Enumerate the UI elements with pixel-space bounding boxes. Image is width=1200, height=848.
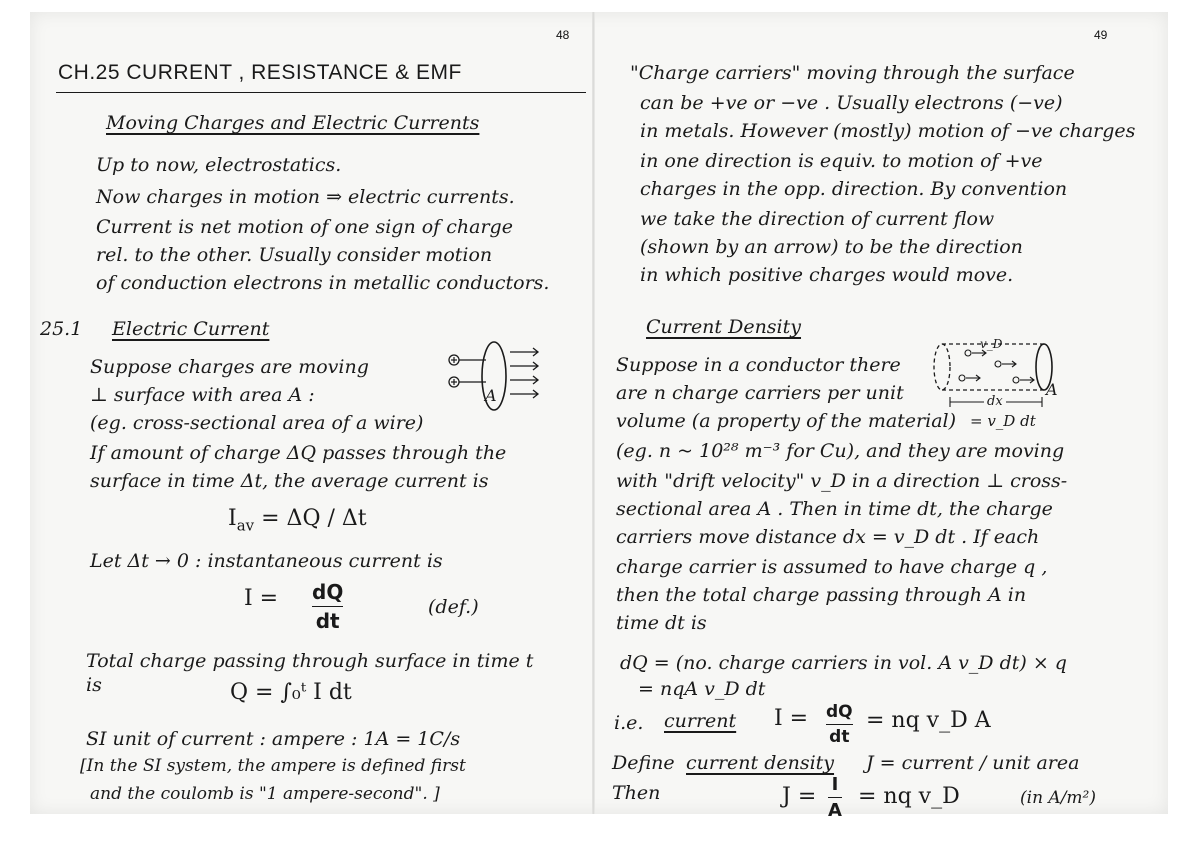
density-line-3: volume (a property of the material) <box>616 410 957 432</box>
equation-total-charge: Q = ∫₀ᵗ I dt <box>230 680 352 705</box>
intro-line-5: of conduction electrons in metallic conductors. <box>96 272 550 294</box>
left-page <box>30 12 592 814</box>
si-unit-line: SI unit of current : ampere : 1A = 1C/s <box>86 728 461 750</box>
limit-line: Let Δt → 0 : instantaneous current is <box>90 550 443 572</box>
ie-current-lhs: I = <box>774 706 809 731</box>
suppose-line-5: surface in time Δt, the average current is <box>90 470 489 492</box>
bracket-note-line-1: [In the SI system, the ampere is defined first <box>80 756 466 776</box>
j-numerator: I <box>831 774 839 795</box>
dq-line-1: dQ = (no. charge carriers in vol. A v_D dt) × q <box>620 652 1067 674</box>
page-number-left: 48 <box>556 28 570 42</box>
book-spine <box>592 12 595 814</box>
carrier-line-5: charges in the opp. direction. By convention <box>640 178 1068 200</box>
suppose-line-2: ⊥ surface with area A : <box>90 384 315 406</box>
carrier-line-6: we take the direction of current flow <box>640 208 995 230</box>
equation-instantaneous-fraction <box>312 580 343 633</box>
define-rest: J = current / unit area <box>866 752 1080 774</box>
ie-numerator: dQ <box>826 702 853 722</box>
intro-line-2: Now charges in motion ⇒ electric currents. <box>96 186 515 208</box>
density-line-4: (eg. n ~ 10²⁸ m⁻³ for Cu), and they are moving <box>616 440 1065 462</box>
carrier-line-1: "Charge carriers" moving through the surface <box>630 62 1075 84</box>
density-line-5: with "drift velocity" v_D in a direction ⊥ cross- <box>616 470 1068 492</box>
chapter-title-underline <box>56 92 586 93</box>
ie-denominator: dt <box>829 727 850 747</box>
bracket-note-line-2: and the coulomb is "1 ampere-second". ] <box>90 784 440 804</box>
define-term: current density <box>686 752 835 774</box>
j-denominator: A <box>828 800 842 821</box>
ie-prefix: i.e. <box>614 712 644 734</box>
define-prefix: Define <box>612 752 675 774</box>
density-line-10: time dt is <box>616 612 707 634</box>
j-fraction <box>828 774 842 821</box>
density-line-2: are n charge carriers per unit <box>616 382 904 404</box>
diagram-vd-label: v_D <box>980 337 1003 351</box>
average-current-symbol: I <box>228 506 237 531</box>
dq-line-2: = nqA v_D dt <box>638 678 766 700</box>
suppose-line-3: (eg. cross-sectional area of a wire) <box>90 412 424 434</box>
section-number: 25.1 <box>40 318 83 340</box>
density-line-7: carriers move distance dx = v_D dt . If each <box>616 526 1040 548</box>
definition-note: (def.) <box>428 596 479 618</box>
surface-charge-diagram <box>438 338 558 418</box>
ie-current-word: current <box>664 710 737 732</box>
total-charge-is: is <box>86 674 102 696</box>
density-line-1: Suppose in a conductor there <box>616 354 901 376</box>
j-rhs: = nq v_D <box>858 784 960 809</box>
carrier-line-3: in metals. However (mostly) motion of −ve charges <box>640 120 1136 142</box>
suppose-line-4: If amount of charge ΔQ passes through the <box>90 442 507 464</box>
ie-current-fraction <box>826 702 853 747</box>
density-line-6: sectional area A . Then in time dt, the charge <box>616 498 1053 520</box>
chapter-title: CH.25 CURRENT , RESISTANCE & EMF <box>58 61 462 84</box>
intro-line-4: rel. to the other. Usually consider motion <box>96 244 493 266</box>
average-current-rhs: = ΔQ / Δt <box>261 506 367 531</box>
carrier-line-8: in which positive charges would move. <box>640 264 1014 286</box>
density-line-9: then the total charge passing through A in <box>616 584 1027 606</box>
section-title: Electric Current <box>112 318 270 340</box>
carrier-line-7: (shown by an arrow) to be the direction <box>640 236 1023 258</box>
intro-line-3: Current is net motion of one sign of charge <box>96 216 513 238</box>
equation-average-current <box>228 506 367 534</box>
diagram-area-label: A <box>1046 380 1058 399</box>
carrier-line-2: can be +ve or −ve . Usually electrons (−ve) <box>640 92 1063 114</box>
j-units: (in A/m²) <box>1020 788 1096 808</box>
inst-numerator: dQ <box>312 580 344 604</box>
right-page <box>596 12 1168 821</box>
equation-instantaneous-lhs: I = <box>244 586 279 611</box>
heading-current-density: Current Density <box>646 316 802 338</box>
carrier-line-4: in one direction is equiv. to motion of +ve <box>640 150 1043 172</box>
j-lhs: J = <box>782 784 817 809</box>
suppose-line-1: Suppose charges are moving <box>90 356 369 378</box>
surface-label-A: A <box>485 386 497 405</box>
intro-line-1: Up to now, electrostatics. <box>96 154 342 176</box>
diagram-dx-label: dx <box>984 395 1006 408</box>
inst-denominator: dt <box>315 609 340 633</box>
density-line-8: charge carrier is assumed to have charge q , <box>616 556 1048 578</box>
page-number-right: 49 <box>1094 28 1108 42</box>
heading-moving-charges: Moving Charges and Electric Currents <box>106 112 480 134</box>
then-word: Then <box>612 782 661 804</box>
diagram-dx-equation: = v_D dt <box>970 412 1036 430</box>
average-current-subscript: av <box>236 516 255 535</box>
ie-current-rhs: = nq v_D A <box>866 708 991 733</box>
total-charge-line: Total charge passing through surface in time t <box>86 650 534 672</box>
